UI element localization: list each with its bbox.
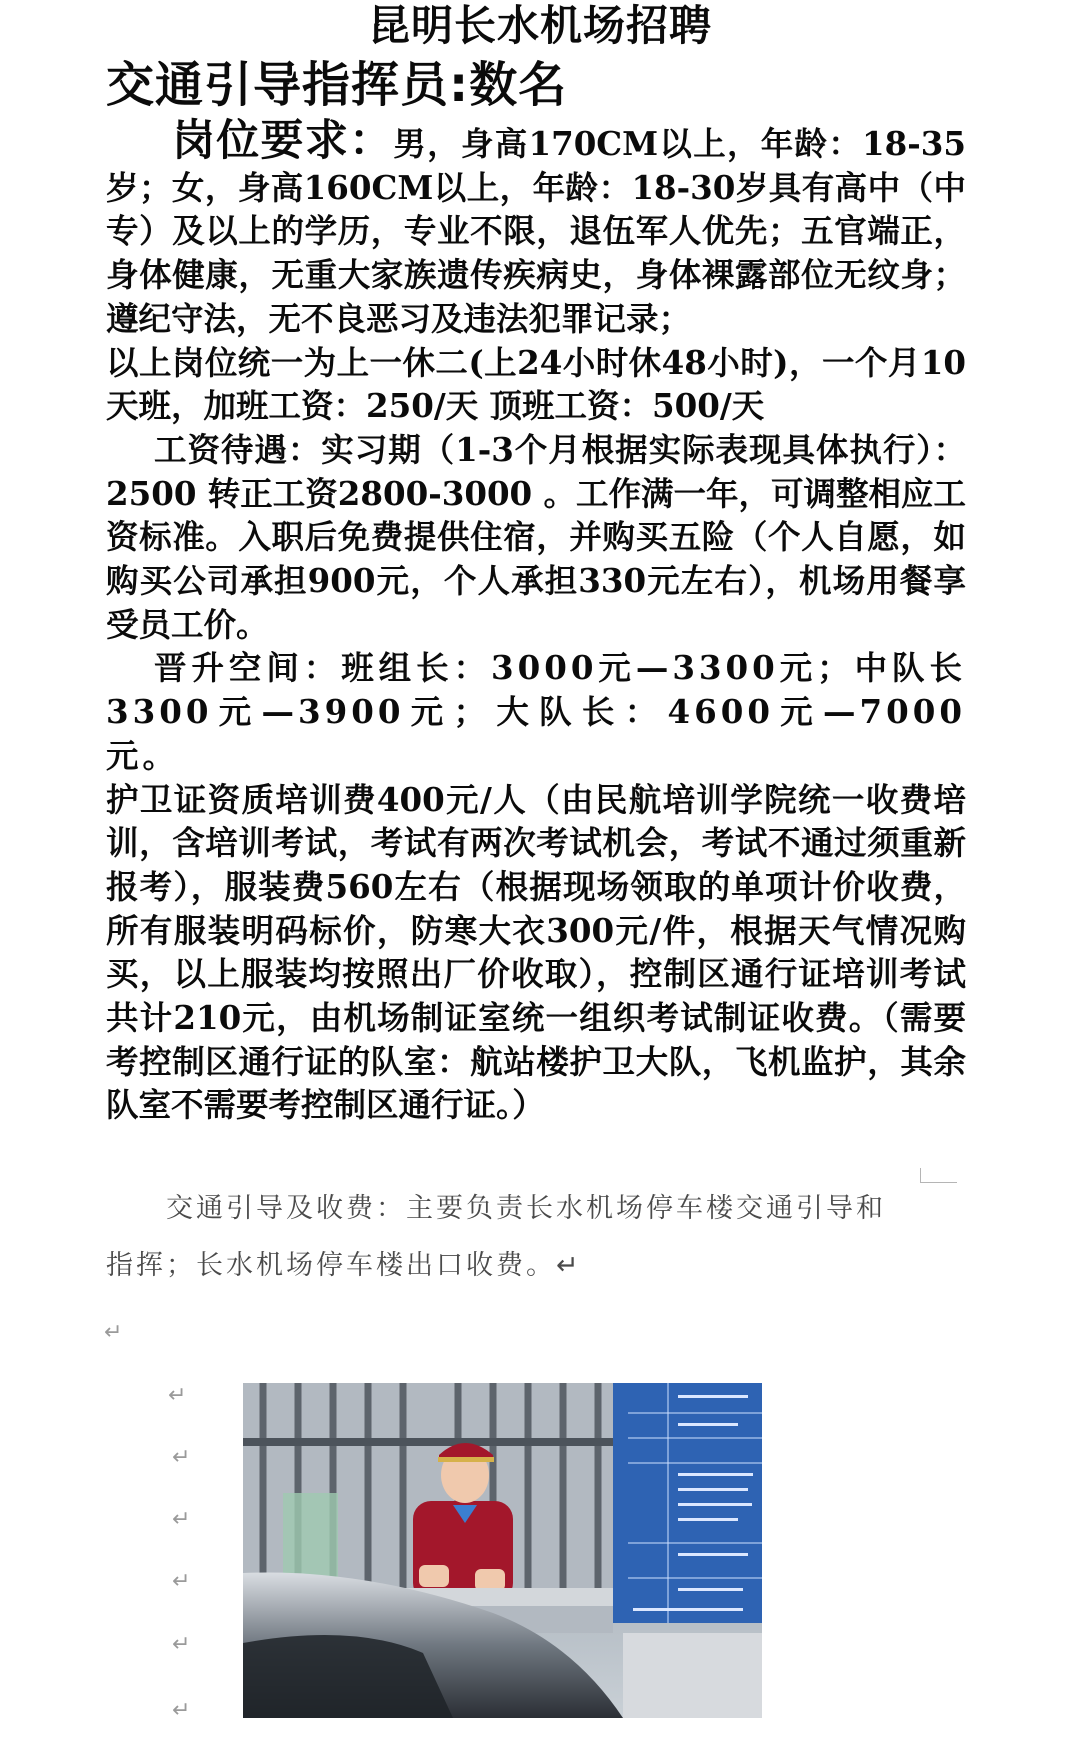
salary-paragraph: 工资待遇：实习期（1-3个月根据实际表现具体执行）：2500 转正工资2800-3000 。工作满一年，可调整相应工资标准。入职后免费提供住宿，并购买五险（个人自愿，如购买公司承担900元，个人承担330元左右），机场用餐享受员工价。 — [106, 429, 966, 644]
fees-paragraph: 护卫证资质培训费400元/人（由民航培训学院统一收费培训，含培训考试，考试有两次考试机会，考试不通过须重新报考），服装费560左右（根据现场领取的单项计价收费，所有服装明码标价，防寒大衣300元/件，根据天气情况购买，以上服装均按照出厂价收取），控制区通行证培训考试共计210元，由机场制证室统一组织考试制证收费。（需要考控制区通行证的队室：航站楼护卫大队，飞机监护，其余队室不需要考控制区通行证。） — [106, 779, 966, 1125]
requirements-heading: 岗位要求： — [172, 116, 394, 166]
promotion-paragraph: 晋升空间：班组长：3000元—3300元；中队长3300元—3900元；大队长：4600元—7000元。 — [106, 648, 966, 775]
page-title: 昆明长水机场招聘 — [367, 1, 712, 50]
toll-booth-photo — [243, 1383, 762, 1718]
requirements-paragraph — [106, 116, 966, 341]
paragraph-mark-icon: ↵ — [172, 1445, 191, 1470]
paragraph-mark-icon: ↵ — [172, 1569, 191, 1594]
paragraph-mark-icon: ↵ — [168, 1383, 187, 1408]
paragraph-mark-icon: ↵ — [172, 1632, 191, 1657]
job-title: 交通引导指挥员:数名 — [106, 57, 568, 113]
duties-line-2: 指挥；长水机场停车楼出口收费。↵ — [106, 1250, 582, 1281]
schedule-paragraph: 以上岗位统一为上一休二(上24小时休48小时)，一个月10天班，加班工资：250/天 顶班工资：500/天 — [106, 342, 966, 426]
paragraph-mark-icon: ↵ — [172, 1698, 191, 1723]
ground — [623, 1633, 762, 1718]
window-rail — [243, 1438, 613, 1446]
duties-section — [106, 1180, 936, 1294]
paragraph-mark-icon: ↵ — [104, 1320, 123, 1345]
paragraph-mark-icon: ↵ — [172, 1507, 191, 1532]
requirements-text: 男，身高170CM以上，年龄：18-35岁；女，身高160CM以上，年龄：18-30岁具有高中（中专）及以上的学历，专业不限，退伍军人优先；五官端正，身体健康，无重大家族遗传疾病史，身体裸露部位无纹身；遵纪守法，无不良恶习及违法犯罪记录； — [106, 124, 966, 338]
document-body — [106, 116, 966, 1127]
side-panel — [283, 1493, 338, 1583]
duties-line-1: 交通引导及收费：主要负责长水机场停车楼交通引导和 — [166, 1193, 886, 1224]
toll-booth-illustration — [243, 1383, 762, 1718]
